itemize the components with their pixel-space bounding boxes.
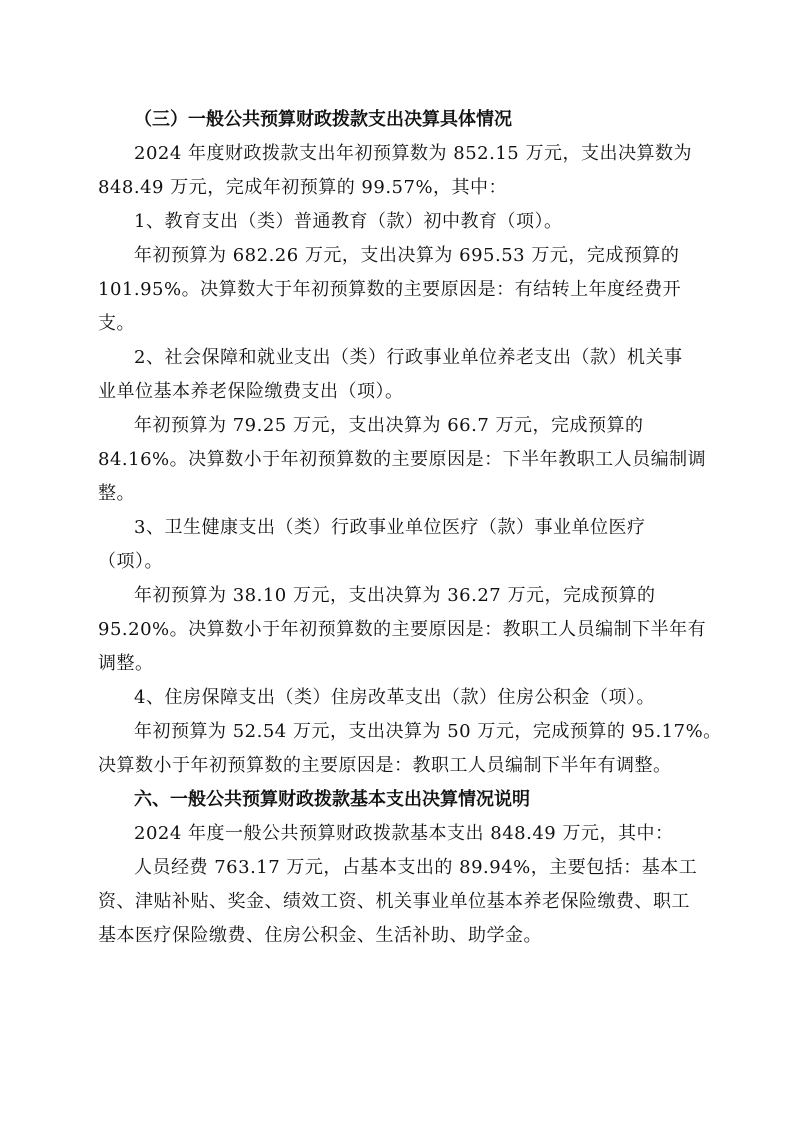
- item-3-body: [98, 579, 707, 681]
- text-line: 年初预算为 682.26 万元，支出决算为 695.53 万元，完成预算的: [134, 245, 680, 266]
- item-2-body: [98, 409, 707, 511]
- text-line: 决算数小于年初预算数的主要原因是：教职工人员编制下半年有调整。: [98, 755, 672, 776]
- text-line: 基本医疗保险缴费、住房公积金、生活补助、助学金。: [98, 925, 542, 946]
- personnel-expenses-paragraph: [98, 851, 698, 953]
- item-4-body: [98, 715, 722, 783]
- text-line: 2024 年度财政拨款支出年初预算数为 852.15 万元，支出决算数为: [134, 143, 692, 164]
- text-line: 95.20%。决算数小于年初预算数的主要原因是：教职工人员编制下半年有: [98, 619, 707, 640]
- text-line: 资、津贴补贴、奖金、绩效工资、机关事业单位基本养老保险缴费、职工: [98, 891, 690, 912]
- text-line: 业单位基本养老保险缴费支出（项）。: [98, 381, 404, 402]
- text-line: 年初预算为 79.25 万元，支出决算为 66.7 万元，完成预算的: [134, 415, 644, 436]
- text-line: 2、社会保障和就业支出（类）行政事业单位养老支出（款）机关事: [134, 347, 683, 368]
- text-line: 支。: [98, 313, 135, 334]
- document-body: [98, 103, 722, 953]
- text-line: 848.49 万元，完成年初预算的 99.57%，其中：: [98, 177, 508, 198]
- section-heading-3: （三）一般公共预算财政拨款支出决算具体情况: [134, 109, 512, 130]
- item-1-body: [98, 239, 698, 341]
- text-line: 1、教育支出（类）普通教育（款）初中教育（项）。: [134, 211, 563, 232]
- text-line: 年初预算为 38.10 万元，支出决算为 36.27 万元，完成预算的: [134, 585, 656, 606]
- intro-paragraph: [98, 137, 698, 205]
- item-4-title: [98, 681, 698, 715]
- item-1-title: [98, 205, 698, 239]
- text-line: 调整。: [98, 653, 154, 674]
- text-line: 人员经费 763.17 万元，占基本支出的 89.94%，主要包括：基本工: [134, 857, 698, 878]
- text-line: 3、卫生健康支出（类）行政事业单位医疗（款）事业单位医疗: [134, 517, 646, 538]
- text-line: 2024 年度一般公共预算财政拨款基本支出 848.49 万元，其中：: [134, 823, 674, 844]
- text-line: 年初预算为 52.54 万元，支出决算为 50 万元，完成预算的 95.17%。: [134, 721, 722, 742]
- text-line: （项）。: [98, 551, 163, 572]
- text-line: 4、住房保障支出（类）住房改革支出（款）住房公积金（项）。: [134, 687, 655, 708]
- text-line: 整。: [98, 483, 135, 504]
- item-3-title: [98, 511, 698, 579]
- text-line: 101.95%。决算数大于年初预算数的主要原因是：有结转上年度经费开: [98, 279, 682, 300]
- section-heading-6: 六、一般公共预算财政拨款基本支出决算情况说明: [134, 789, 530, 810]
- basic-expenditure-intro: [98, 817, 698, 851]
- text-line: 84.16%。决算数小于年初预算数的主要原因是：下半年教职工人员编制调: [98, 449, 707, 470]
- item-2-title: [98, 341, 698, 409]
